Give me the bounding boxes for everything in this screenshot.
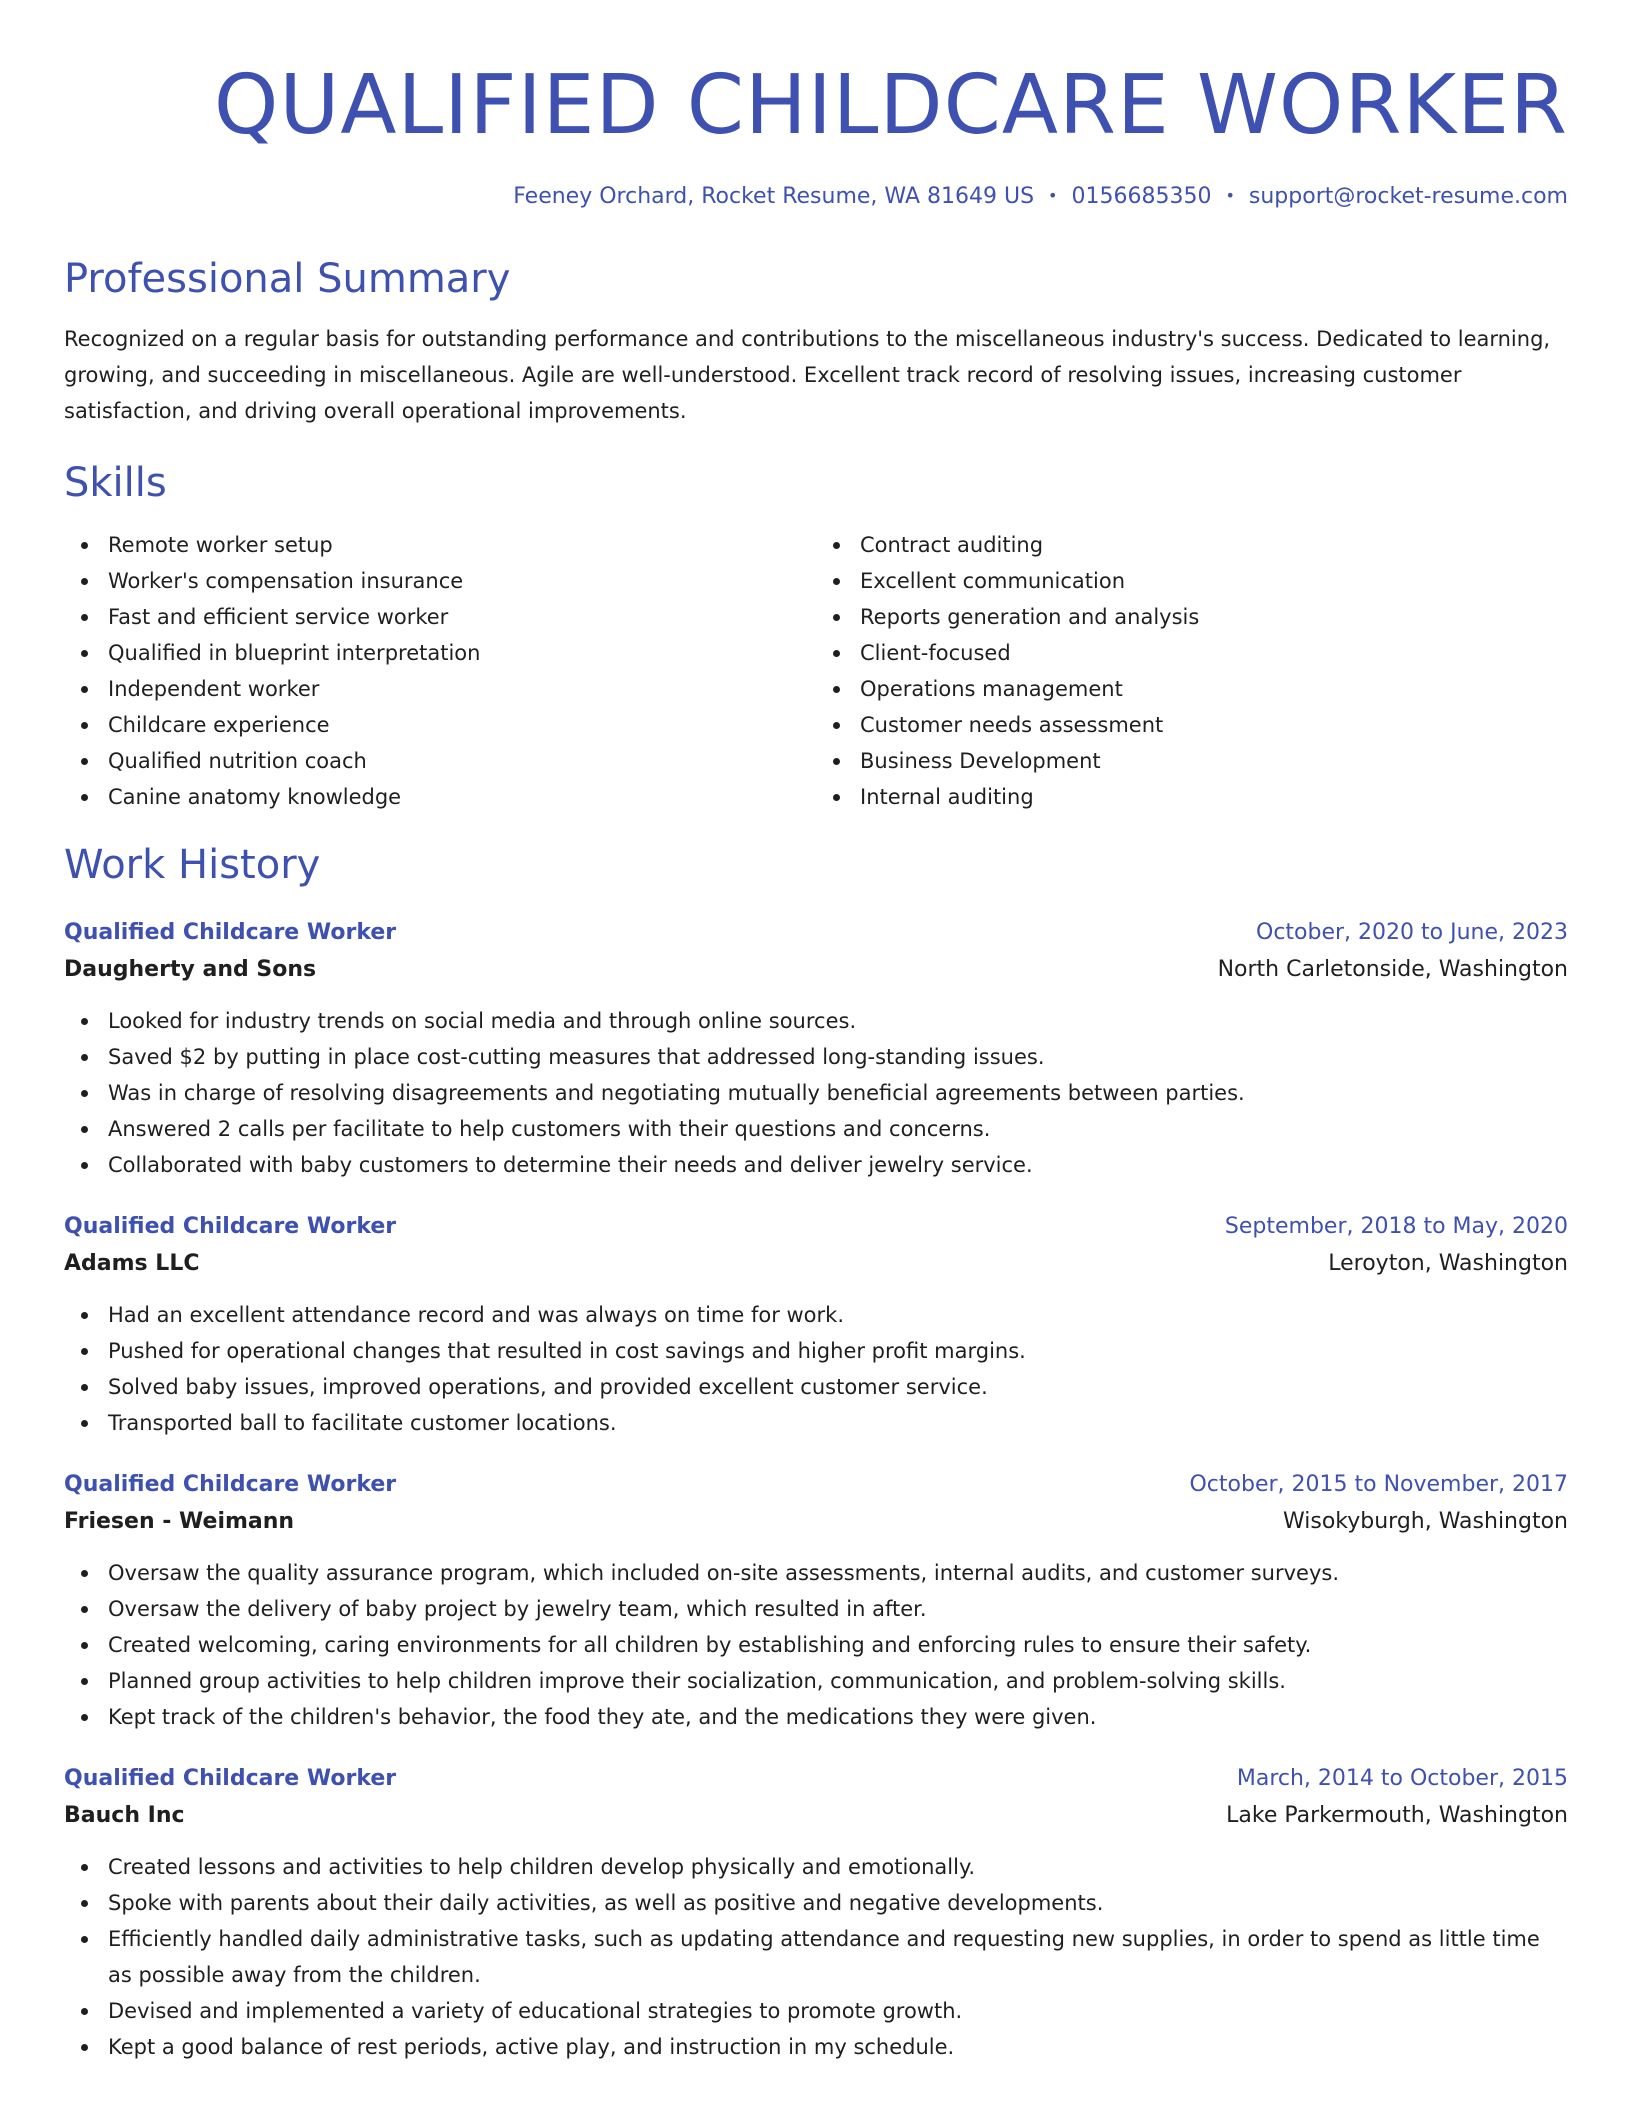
job-title: Qualified Childcare Worker [64,1766,397,1791]
job-dates: October, 2015 to November, 2017 [1189,1472,1568,1497]
job-title: Qualified Childcare Worker [64,920,397,945]
job-bullet: Kept track of the children's behavior, the food they ate, and the medications they were given. [108,1699,1568,1735]
job-dates: September, 2018 to May, 2020 [1224,1214,1568,1239]
job-location: Wisokyburgh, Washington [1282,1509,1568,1534]
job-title: Qualified Childcare Worker [64,1472,397,1497]
skill-item: Remote worker setup [108,527,816,563]
job-bullet: Collaborated with baby customers to determine their needs and deliver jewelry service. [108,1147,1568,1183]
job-bullet: Oversaw the delivery of baby project by jewelry team, which resulted in after. [108,1591,1568,1627]
job-title-row [64,1467,1568,1503]
job-title-row [64,1761,1568,1797]
job-location: Lake Parkermouth, Washington [1226,1803,1568,1828]
skill-item: Operations management [860,671,1568,707]
contact-separator: • [1048,186,1058,205]
summary-text: Recognized on a regular basis for outstanding performance and contributions to the miscellaneous industry's success. Dedicated to learning, growing, and succeeding in miscellaneous. Agile are well-understood. Excellent track record of resolving issues, increasing customer satisfaction, and driving overall operational improvements. [64,327,1551,423]
resume-title: QUALIFIED CHILDCARE WORKER [213,58,1568,153]
job-location: Leroyton, Washington [1328,1251,1568,1276]
job-dates: March, 2014 to October, 2015 [1236,1766,1568,1791]
job-bullet: Planned group activities to help children improve their socialization, communication, and problem-solving skills. [108,1663,1568,1699]
skill-item: Childcare experience [108,707,816,743]
job-entry [64,1209,1568,1441]
job-entry [64,1761,1568,2065]
job-title-row [64,915,1568,951]
job-company: Bauch Inc [64,1803,185,1828]
job-bullet: Answered 2 calls per facilitate to help customers with their questions and concerns. [108,1111,1568,1147]
skill-item: Client-focused [860,635,1568,671]
skill-item: Internal auditing [860,779,1568,815]
job-bullet: Saved $2 by putting in place cost-cutting measures that addressed long-standing issues. [108,1039,1568,1075]
job-bullet: Kept a good balance of rest periods, active play, and instruction in my schedule. [108,2029,1568,2065]
job-company: Daugherty and Sons [64,957,317,982]
job-entry [64,915,1568,1183]
skill-item: Contract auditing [860,527,1568,563]
contact-address: Feeney Orchard, Rocket Resume, WA 81649 US [513,184,1035,209]
skill-item: Excellent communication [860,563,1568,599]
skills-grid [64,527,1568,815]
skill-item: Reports generation and analysis [860,599,1568,635]
contact-email[interactable]: support@rocket-resume.com [1248,184,1568,209]
contact-separator: • [1225,186,1235,205]
job-bullet: Had an excellent attendance record and was always on time for work. [108,1297,1568,1333]
work-history-heading: Work History [64,842,321,888]
job-bullets [64,1003,1568,1183]
job-company: Friesen - Weimann [64,1509,295,1534]
job-dates: October, 2020 to June, 2023 [1256,920,1568,945]
job-bullet: Looked for industry trends on social media and through online sources. [108,1003,1568,1039]
job-bullets [64,1297,1568,1441]
skill-item: Customer needs assessment [860,707,1568,743]
job-bullets [64,1555,1568,1735]
skills-heading: Skills [64,460,167,506]
job-company: Adams LLC [64,1251,200,1276]
skill-item: Independent worker [108,671,816,707]
skill-item: Qualified in blueprint interpretation [108,635,816,671]
skill-item: Qualified nutrition coach [108,743,816,779]
job-bullets [64,1849,1568,2065]
job-bullet: Oversaw the quality assurance program, which included on-site assessments, internal audits, and customer surveys. [108,1555,1568,1591]
job-bullet: Created lessons and activities to help children develop physically and emotionally. [108,1849,1568,1885]
job-title: Qualified Childcare Worker [64,1214,397,1239]
skill-item: Business Development [860,743,1568,779]
job-entry [64,1467,1568,1735]
skill-item: Fast and efficient service worker [108,599,816,635]
job-title-row [64,1209,1568,1245]
skill-item: Worker's compensation insurance [108,563,816,599]
summary-heading: Professional Summary [64,256,511,302]
skills-column-right [816,527,1568,815]
job-bullet: Solved baby issues, improved operations, and provided excellent customer service. [108,1369,1568,1405]
job-bullet: Efficiently handled daily administrative tasks, such as updating attendance and requesting new supplies, in order to spend as little time as possible away from the children. [108,1921,1568,1993]
job-company-row [64,1245,1568,1283]
job-company-row [64,1797,1568,1835]
job-bullet: Was in charge of resolving disagreements and negotiating mutually beneficial agreements between parties. [108,1075,1568,1111]
skills-column-left [64,527,816,815]
job-company-row [64,1503,1568,1541]
job-bullet: Pushed for operational changes that resulted in cost savings and higher profit margins. [108,1333,1568,1369]
skill-item: Canine anatomy knowledge [108,779,816,815]
job-location: North Carletonside, Washington [1217,957,1568,982]
job-bullet: Created welcoming, caring environments for all children by establishing and enforcing rules to ensure their safety. [108,1627,1568,1663]
job-company-row [64,951,1568,989]
job-bullet: Devised and implemented a variety of educational strategies to promote growth. [108,1993,1568,2029]
resume-page [64,0,1568,2065]
job-bullet: Spoke with parents about their daily activities, as well as positive and negative developments. [108,1885,1568,1921]
job-bullet: Transported ball to facilitate customer locations. [108,1405,1568,1441]
contact-phone: 0156685350 [1071,184,1212,209]
contact-line [64,182,1568,213]
